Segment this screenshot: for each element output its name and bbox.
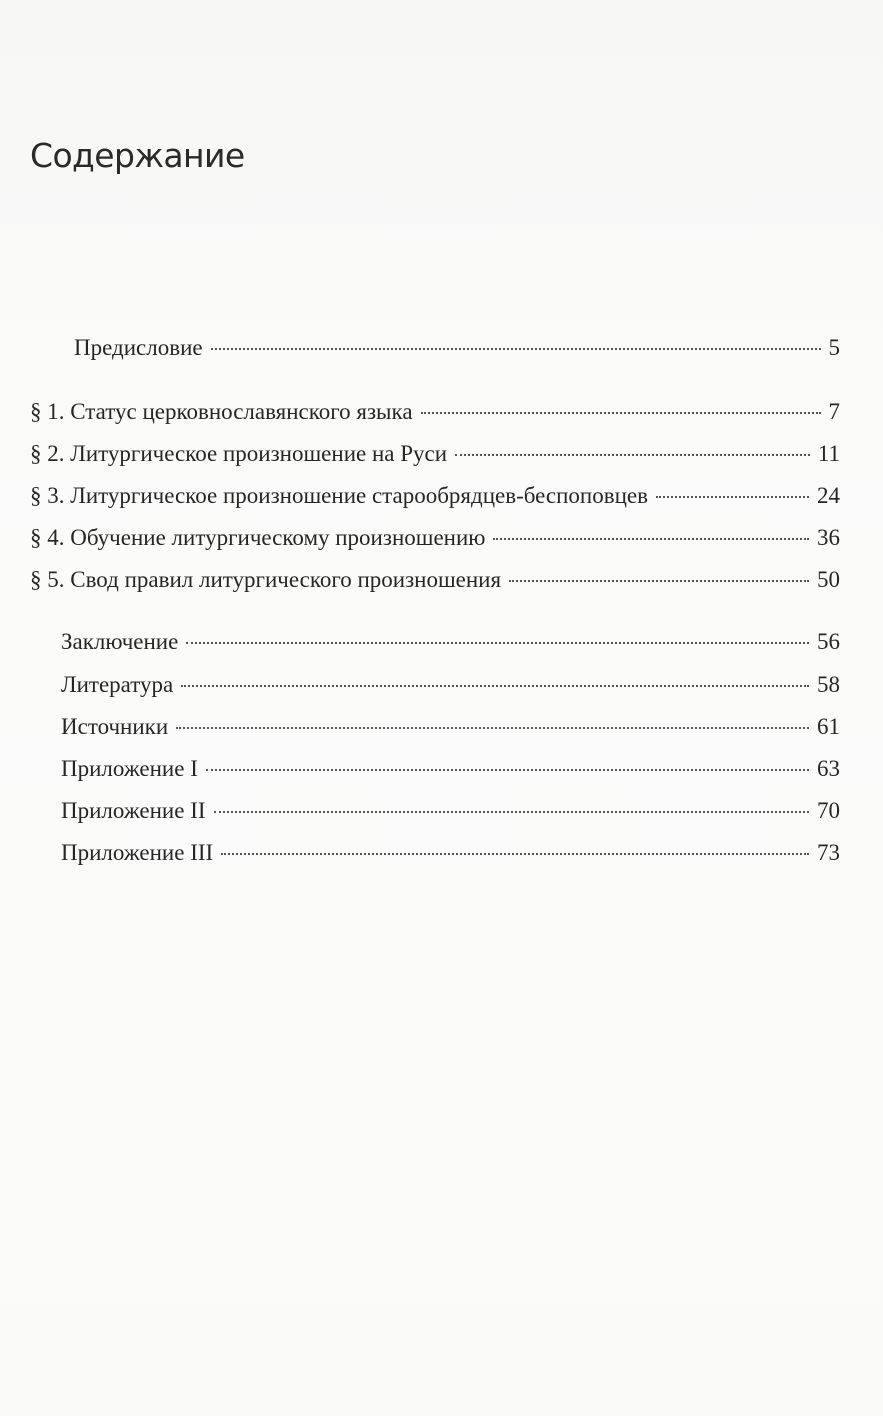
toc-entry-page: 63 [817, 756, 840, 781]
dot-leader [206, 769, 809, 771]
toc-entry-section-1 [30, 397, 840, 427]
toc-entry-label: § 3. Литургическое произношение старообрядцев-беспоповцев [30, 483, 648, 508]
toc-entry-appendix-1 [61, 754, 840, 784]
toc-entry-page: 56 [817, 629, 840, 654]
toc-entry-label: § 4. Обучение литургическому произношению [30, 525, 486, 550]
dot-leader [186, 642, 809, 644]
toc-entry-label: Приложение III [61, 840, 214, 865]
dot-leader [214, 811, 809, 813]
dot-leader [211, 348, 821, 350]
toc-entry-label: Приложение I [61, 756, 198, 781]
dot-leader [656, 496, 809, 498]
toc-entry-page: 7 [828, 399, 840, 424]
dot-leader [181, 685, 809, 687]
toc-entry-section-5 [30, 565, 840, 595]
toc-entry-page: 58 [817, 672, 840, 697]
toc-entry-label: Заключение [61, 629, 179, 654]
dot-leader [176, 727, 809, 729]
toc-entry-page: 36 [817, 525, 840, 550]
toc-entry-section-2 [30, 439, 840, 469]
toc-entry-page: 73 [817, 840, 840, 865]
dot-leader [509, 580, 809, 582]
toc-entry-page: 70 [817, 798, 840, 823]
toc-entry-label: Источники [61, 714, 169, 739]
toc-entry-appendix-2 [61, 796, 840, 826]
toc-entry-preface [74, 333, 840, 363]
toc-entry-label: § 5. Свод правил литургического произношения [30, 567, 502, 592]
toc-entry-literature [61, 670, 840, 700]
page-title: Содержание [30, 136, 245, 175]
toc-entry-page: 50 [817, 567, 840, 592]
toc-entry-label: Предисловие [74, 335, 203, 360]
toc-entry-page: 11 [817, 441, 840, 466]
toc-entry-label: § 1. Статус церковнославянского языка [30, 399, 413, 424]
dot-leader [221, 853, 809, 855]
toc-entry-page: 24 [817, 483, 840, 508]
toc-entry-label: § 2. Литургическое произношение на Руси [30, 441, 448, 466]
toc-entry-section-3 [30, 481, 840, 511]
toc-entry-appendix-3 [61, 838, 840, 868]
dot-leader [421, 412, 821, 414]
dot-leader [455, 454, 810, 456]
toc-entry-page: 5 [828, 335, 840, 360]
toc-entry-label: Литература [61, 672, 174, 697]
dot-leader [493, 538, 809, 540]
toc-entry-label: Приложение II [61, 798, 206, 823]
toc-entry-sources [61, 712, 840, 742]
toc-entry-conclusion [61, 627, 840, 657]
toc-entry-page: 61 [817, 714, 840, 739]
toc-entry-section-4 [30, 523, 840, 553]
